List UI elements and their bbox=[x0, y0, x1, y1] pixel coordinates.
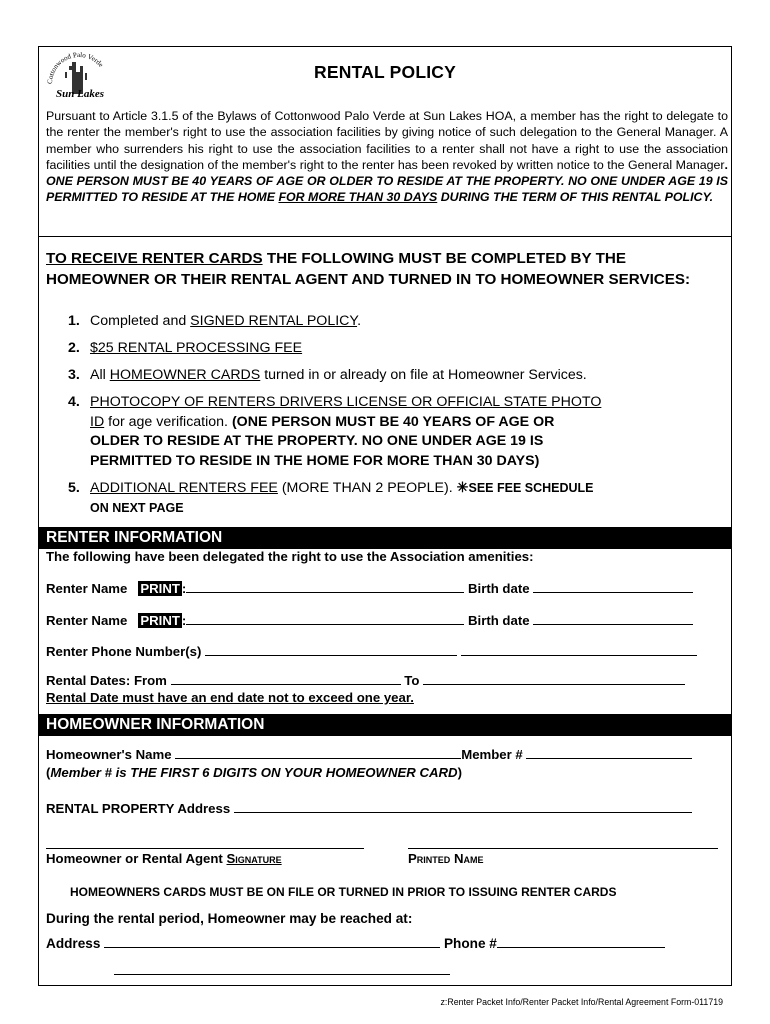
member-note: (Member # is THE FIRST 6 DIGITS ON YOUR HOMEOWNER CARD) bbox=[46, 765, 462, 780]
homeowner-name-field[interactable] bbox=[175, 746, 461, 759]
page-title: RENTAL POLICY bbox=[314, 62, 456, 82]
footer-path: z:Renter Packet Info/Renter Packet Info/Rental Agreement Form-011719 bbox=[440, 997, 723, 1007]
list-item: 3. All HOMEOWNER CARDS turned in or already on file at Homeowner Services. bbox=[68, 367, 587, 383]
phone-field-1[interactable] bbox=[205, 643, 457, 656]
policy-text: Pursuant to Article 3.1.5 of the Bylaws of Cottonwood Palo Verde at Sun Lakes HOA, a member has the right to delegate to the renter the member's right to use the association facilities by giving notice of such delegation to the General Manager. A member who surrenders his right to use the association facilities to a renter shall not have a right to use the association facilities until the designation of the member's right to the renter has been revoked by written notice to the General Manager. ONE PERSON MUST BE 40 YEARS OF AGE OR OLDER TO RESIDE AT THE PROPERTY. NO ONE UNDER AGE 19 IS PERMITTED TO RESIDE AT THE HOME FOR MORE THAN 30 DAYS DURING THE TERM OF THIS RENTAL POLICY. bbox=[46, 109, 728, 205]
contact-row: Address Phone # bbox=[46, 935, 665, 951]
rental-dates-row: Rental Dates: From To bbox=[46, 672, 685, 688]
end-date-note: Rental Date must have an end date not to exceed one year. bbox=[46, 690, 414, 705]
signature-line[interactable] bbox=[46, 848, 364, 849]
list-item: 4. PHOTOCOPY OF RENTERS DRIVERS LICENSE OR OFFICIAL STATE PHOTO ID for age verification. (ONE PERSON MUST BE 40 YEARS OF AGE OR OLDER TO RESIDE AT THE PROPERTY. NO ONE UNDER AGE 19 IS PERMITTED TO RESIDE IN THE HOME FOR MORE THAN 30 DAYS) bbox=[68, 394, 602, 469]
from-date-field[interactable] bbox=[171, 672, 401, 685]
svg-text:Cottonwood Palo Verde: Cottonwood Palo Verde bbox=[45, 50, 105, 85]
address-field[interactable] bbox=[104, 935, 440, 948]
member-number-field[interactable] bbox=[526, 746, 692, 759]
printed-name-line[interactable] bbox=[408, 848, 718, 849]
signature-label: Homeowner or Rental Agent Signature bbox=[46, 851, 282, 866]
birth-date-field[interactable] bbox=[533, 580, 693, 593]
delegated-text: The following have been delegated the right to use the Association amenities: bbox=[46, 549, 534, 564]
address-line-2[interactable] bbox=[114, 974, 450, 975]
renter-name-field[interactable] bbox=[186, 580, 464, 593]
renter-info-bar: RENTER INFORMATION bbox=[39, 527, 731, 549]
renter-name-row: Renter Name PRINT : Birth date bbox=[46, 580, 693, 596]
homeowner-info-bar: HOMEOWNER INFORMATION bbox=[39, 714, 731, 736]
requirements-heading: TO RECEIVE RENTER CARDS THE FOLLOWING MUST BE COMPLETED BY THE HOMEOWNER OR THEIR RENTAL AGENT AND TURNED IN TO HOMEOWNER SERVICES: bbox=[46, 250, 691, 288]
list-item: 2. $25 RENTAL PROCESSING FEE bbox=[68, 340, 303, 356]
list-item: 1. Completed and SIGNED RENTAL POLICY. bbox=[68, 313, 362, 329]
homeowner-name-row: Homeowner's Name Member # bbox=[46, 746, 692, 762]
renter-name-row: Renter Name PRINT : Birth date bbox=[46, 612, 693, 628]
printed-name-label: Printed Name bbox=[408, 851, 484, 866]
reached-text: During the rental period, Homeowner may be reached at: bbox=[46, 911, 413, 926]
contact-phone-field[interactable] bbox=[497, 935, 665, 948]
phone-field-2[interactable] bbox=[461, 643, 697, 656]
list-item: 5. ADDITIONAL RENTERS FEE (MORE THAN 2 PEOPLE). ✳SEE FEE SCHEDULE ON NEXT PAGE bbox=[68, 480, 594, 515]
cards-note: HOMEOWNERS CARDS MUST BE ON FILE OR TURNED IN PRIOR TO ISSUING RENTER CARDS bbox=[70, 885, 617, 899]
property-address-field[interactable] bbox=[234, 800, 692, 813]
property-row: RENTAL PROPERTY Address bbox=[46, 800, 692, 816]
svg-text:Sun Lakes: Sun Lakes bbox=[56, 88, 104, 100]
asterisk-icon: ✳ bbox=[456, 480, 469, 496]
renter-phone-row: Renter Phone Number(s) bbox=[46, 643, 697, 659]
birth-date-field[interactable] bbox=[533, 612, 693, 625]
to-date-field[interactable] bbox=[423, 672, 685, 685]
renter-name-field[interactable] bbox=[186, 612, 464, 625]
